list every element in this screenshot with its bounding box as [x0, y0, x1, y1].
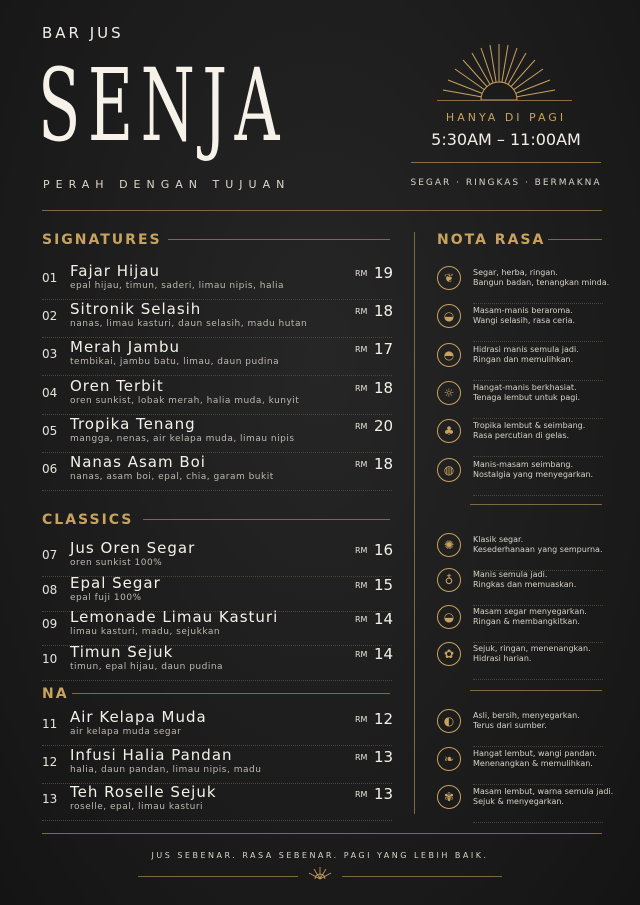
section-title-classics: CLASSICS: [42, 512, 134, 528]
divider: [548, 239, 602, 240]
item-price: 20: [374, 416, 394, 435]
menu-item: [42, 300, 392, 338]
item-price: 14: [374, 610, 394, 628]
item-name: Tropika Tenang: [70, 414, 196, 433]
item-ingredients: oren sunkist 100%: [70, 558, 163, 568]
note-line-2: Ringan & membangkitkan.: [473, 617, 580, 626]
item-name: Infusi Halia Pandan: [70, 745, 233, 764]
item-number: 02: [42, 309, 58, 324]
currency-label: RM: [355, 752, 368, 762]
morning-hours: 5:30AM – 11:00AM: [431, 130, 581, 149]
section-title-signatures: SIGNATURES: [42, 232, 162, 248]
palm-icon: ♣: [437, 419, 461, 443]
tasting-note: [437, 419, 607, 457]
menu-item: [42, 643, 392, 681]
item-price: 17: [374, 340, 394, 359]
citrus-icon: ◒: [437, 304, 461, 328]
morning-label: HANYA DI PAGI: [445, 111, 567, 124]
item-price: 18: [374, 378, 394, 397]
item-name: Lemonade Limau Kasturi: [70, 608, 279, 626]
note-text: [473, 711, 580, 731]
note-line-1: Klasik segar.: [473, 535, 524, 544]
divider: [42, 210, 602, 211]
tasting-note: [437, 304, 607, 342]
divider: [473, 341, 603, 342]
sun-icon: ☼: [437, 381, 461, 405]
item-price: 15: [374, 575, 394, 594]
note-text: [473, 787, 613, 807]
divider: [473, 456, 603, 457]
sunrise-icon: [439, 42, 559, 102]
item-name: Sitronik Selasih: [70, 300, 202, 319]
item-price: 13: [374, 747, 394, 766]
item-price: 12: [374, 710, 394, 728]
divider: [72, 693, 390, 694]
note-line-2: Kesederhanaan yang sempurna.: [473, 545, 603, 554]
currency-label: RM: [355, 345, 368, 355]
melon-icon: ◓: [437, 343, 461, 367]
currency-label: RM: [355, 421, 368, 431]
flower-icon: ✾: [437, 785, 461, 809]
item-name: Oren Terbit: [70, 376, 164, 395]
item-ingredients: halia, daun pandan, limau nipis, madu: [70, 764, 262, 775]
menu-item: [42, 783, 392, 821]
note-line-1: Hidrasi manis semula jadi.: [473, 345, 579, 354]
menu-item: [42, 453, 392, 491]
tasting-note: [437, 266, 610, 304]
brand-title: SENJA: [38, 47, 287, 164]
currency-label: RM: [355, 269, 368, 278]
tasting-note: [437, 343, 607, 381]
column-divider: [414, 232, 415, 814]
item-number: 09: [42, 617, 58, 631]
item-number: 08: [42, 582, 58, 597]
item-ingredients: roselle, epal, limau kasturi: [70, 802, 204, 812]
orange-icon: ✺: [437, 533, 461, 557]
tasting-note: [437, 747, 607, 785]
item-price: 18: [374, 455, 394, 473]
note-text: [473, 345, 579, 365]
divider: [42, 820, 392, 821]
note-line-1: Masam-manis beraroma.: [473, 306, 573, 315]
brand-tagline: PERAH DENGAN TUJUAN: [43, 178, 291, 191]
item-number: 12: [42, 754, 58, 769]
divider: [42, 833, 602, 834]
apple-icon: ♁: [437, 568, 461, 592]
footer-tagline: JUS SEBENAR. RASA SEBENAR. PAGI YANG LEBIH BAIK.: [151, 851, 489, 860]
note-line-2: Bangun badan, tenangkan minda.: [473, 278, 610, 287]
divider: [42, 490, 392, 491]
note-text: [473, 421, 585, 441]
divider: [473, 495, 603, 496]
item-name: Merah Jambu: [70, 338, 181, 357]
note-line-2: Menenangkan & memulihkan.: [473, 759, 593, 768]
item-name: Epal Segar: [70, 573, 161, 592]
tasting-note: [437, 533, 607, 571]
tasting-note: [437, 458, 607, 496]
item-ingredients: epal hijau, timun, saderi, limau nipis, halia: [70, 281, 284, 291]
divider: [437, 100, 572, 101]
note-line-1: Manis semula jadi.: [473, 570, 548, 579]
note-line-1: Sejuk, ringan, menenangkan.: [473, 644, 591, 653]
divider: [143, 519, 390, 520]
currency-label: RM: [355, 460, 368, 469]
note-text: [473, 570, 576, 590]
divider: [473, 822, 603, 823]
note-line-2: Wangi selasih, rasa ceria.: [473, 316, 576, 325]
item-number: 07: [42, 548, 58, 562]
tasting-note: [437, 709, 607, 747]
currency-label: RM: [355, 580, 368, 590]
item-ingredients: air kelapa muda segar: [70, 727, 182, 737]
item-ingredients: nanas, asam boi, epal, chia, garam bukit: [70, 472, 274, 482]
item-ingredients: mangga, nenas, air kelapa muda, limau nipis: [70, 433, 295, 444]
section-title-notes: NOTA RASA: [437, 232, 546, 248]
item-name: Timun Sejuk: [70, 642, 174, 661]
coconut-icon: ◐: [437, 709, 461, 733]
item-ingredients: epal fuji 100%: [70, 592, 142, 603]
item-number: 03: [42, 347, 58, 362]
leaf-icon: ❦: [437, 266, 461, 290]
lime-icon: ◒: [437, 605, 461, 629]
note-line-2: Sejuk & menyegarkan.: [473, 797, 564, 806]
item-ingredients: limau kasturi, madu, sejukkan: [70, 627, 221, 637]
item-name: Fajar Hijau: [70, 262, 161, 280]
item-price: 18: [374, 302, 394, 321]
item-ingredients: tembikai, jambu batu, limau, daun pudina: [70, 357, 280, 368]
note-line-2: Terus dari sumber.: [473, 721, 547, 730]
currency-label: RM: [355, 715, 368, 724]
menu-item: [42, 377, 392, 415]
currency-label: RM: [355, 615, 368, 624]
tasting-note: [437, 785, 614, 823]
item-price: 16: [374, 541, 394, 559]
item-number: 01: [42, 271, 58, 285]
note-text: [473, 306, 575, 326]
item-number: 13: [42, 792, 58, 806]
note-line-1: Manis-masam seimbang.: [473, 460, 574, 469]
note-line-1: Segar, herba, ringan.: [473, 268, 558, 277]
currency-label: RM: [355, 546, 368, 555]
divider: [168, 239, 390, 240]
divider: [42, 680, 392, 681]
note-line-2: Tenaga lembut untuk pagi.: [473, 393, 581, 402]
menu-item: [42, 608, 392, 646]
divider: [342, 876, 502, 877]
note-text: [473, 607, 587, 627]
item-price: 14: [374, 644, 394, 663]
tasting-note: [437, 568, 607, 606]
section-title-na: NA: [42, 686, 69, 702]
currency-label: RM: [355, 790, 368, 799]
menu-item: [42, 708, 392, 746]
menu-item: [42, 746, 392, 784]
menu-item: [42, 415, 392, 453]
item-name: Jus Oren Segar: [70, 539, 196, 557]
note-line-1: Masam lembut, warna semula jadi.: [473, 787, 614, 796]
item-price: 13: [374, 785, 394, 803]
item-ingredients: oren sunkist, lobak merah, halia muda, kunyit: [70, 395, 300, 406]
item-name: Teh Roselle Sejuk: [70, 783, 217, 801]
note-text: [473, 535, 603, 555]
note-line-1: Masam segar menyegarkan.: [473, 607, 587, 616]
note-line-1: Hangat lembut, wangi pandan.: [473, 749, 597, 758]
item-name: Air Kelapa Muda: [70, 708, 207, 726]
item-number: 10: [42, 651, 58, 666]
brand-small: BAR JUS: [42, 24, 124, 42]
pineapple-icon: ◍: [437, 458, 461, 482]
menu-item: [42, 574, 392, 612]
item-ingredients: nanas, limau kasturi, daun selasih, madu hutan: [70, 319, 308, 330]
note-text: [473, 460, 593, 480]
note-line-2: Hidrasi harian.: [473, 654, 532, 663]
item-price: 19: [374, 264, 394, 282]
note-line-2: Ringan dan memulihkan.: [473, 355, 574, 364]
ginger-leaf-icon: ❧: [437, 747, 461, 771]
menu-item: [42, 539, 392, 577]
divider: [473, 679, 603, 680]
divider: [411, 162, 601, 163]
note-line-2: Ringkas dan memuaskan.: [473, 580, 577, 589]
note-line-1: Hangat-manis berkhasiat.: [473, 383, 577, 392]
note-line-1: Tropika lembut & seimbang.: [473, 421, 586, 430]
note-text: [473, 383, 580, 403]
item-name: Nanas Asam Boi: [70, 453, 206, 471]
item-number: 05: [42, 423, 58, 438]
currency-label: RM: [355, 307, 368, 317]
item-ingredients: timun, epal hijau, daun pudina: [70, 661, 224, 672]
menu-item: [42, 262, 392, 300]
note-text: [473, 644, 591, 664]
tasting-note: [437, 642, 607, 680]
header-tagline: SEGAR · RINGKAS · BERMAKNA: [410, 178, 602, 188]
note-line-2: Nostalgia yang menyegarkan.: [473, 470, 594, 479]
currency-label: RM: [355, 649, 368, 659]
tasting-note: [437, 605, 607, 643]
note-line-1: Asli, bersih, menyegarkan.: [473, 711, 580, 720]
divider: [470, 690, 602, 691]
item-number: 06: [42, 462, 58, 476]
menu-item: [42, 338, 392, 376]
cucumber-icon: ✿: [437, 642, 461, 666]
note-line-2: Rasa percutian di gelas.: [473, 431, 570, 440]
item-number: 04: [42, 385, 58, 400]
note-text: [473, 268, 609, 288]
divider: [470, 504, 602, 505]
divider: [138, 876, 298, 877]
sunrise-icon: [306, 866, 334, 880]
tasting-note: [437, 381, 607, 419]
currency-label: RM: [355, 383, 368, 393]
item-number: 11: [42, 717, 58, 731]
note-text: [473, 749, 597, 769]
